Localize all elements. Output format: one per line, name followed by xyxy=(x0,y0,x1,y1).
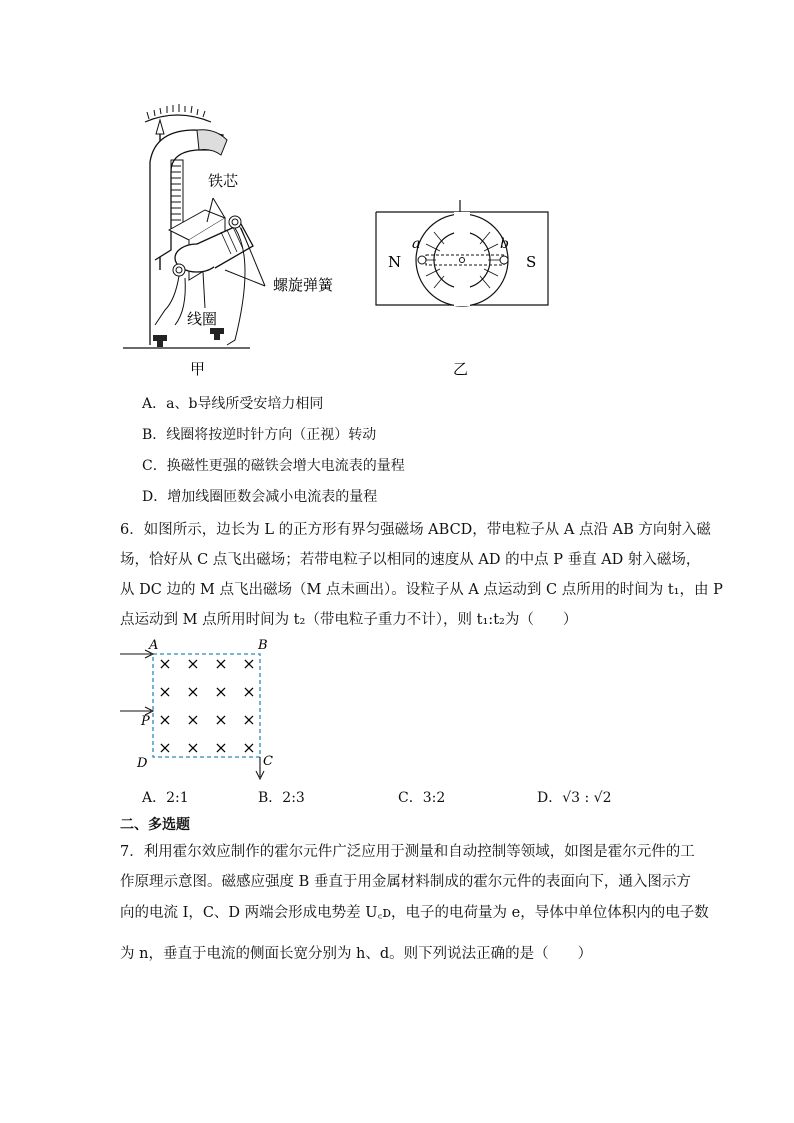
label-n-pole: N xyxy=(388,253,402,271)
q6-figure xyxy=(115,635,285,785)
q7-line-3: 向的电流 I，C、D 两端会形成电势差 U꜀ᴅ，电子的电荷量为 e，导体中单位体积内的电子数 xyxy=(120,905,709,921)
field-cross: × xyxy=(158,710,172,729)
q6-option-a: A．2:1 xyxy=(142,790,189,806)
field-cross: × xyxy=(158,682,172,701)
q7-line-4: 为 n，垂直于电流的侧面长宽分别为 h、d。则下列说法正确的是（ ） xyxy=(120,946,593,962)
q6-line-1: 6．如图所示，边长为 L 的正方形有界匀强磁场 ABCD，带电粒子从 A 点沿 AB 方向射入磁 xyxy=(120,522,711,538)
label-spiral-spring: 螺旋弹簧 xyxy=(273,276,334,294)
q6-line-3: 从 DC 边的 M 点飞出磁场（M 点未画出）。设粒子从 A 点运动到 C 点所用的时间为 t₁，由 P xyxy=(120,582,723,598)
field-cross: × xyxy=(242,738,256,757)
field-cross: × xyxy=(186,710,200,729)
q5-option-b: B．线圈将按逆时针方向（正视）转动 xyxy=(142,427,377,443)
label-iron-core: 铁芯 xyxy=(208,172,239,190)
field-cross: × xyxy=(242,654,256,673)
vertex-b: B xyxy=(258,638,268,653)
q7-line-1: 7．利用霍尔效应制作的霍尔元件广泛应用于测量和自动控制等领域，如图是霍尔元件的工 xyxy=(120,844,695,860)
q5-option-d: D．增加线圈匝数会减小电流表的量程 xyxy=(142,489,378,505)
field-cross: × xyxy=(158,654,172,673)
label-a: a xyxy=(412,236,421,252)
field-cross: × xyxy=(186,682,200,701)
field-cross: × xyxy=(158,738,172,757)
field-cross: × xyxy=(186,738,200,757)
field-cross: × xyxy=(214,682,228,701)
figure-jia xyxy=(115,100,375,385)
field-cross: × xyxy=(242,682,256,701)
q5-option-c: C．换磁性更强的磁铁会增大电流表的量程 xyxy=(142,458,405,474)
q6-option-c: C．3:2 xyxy=(398,790,446,806)
q6-option-d: D．√3 : √2 xyxy=(537,790,612,806)
caption-yi: 乙 xyxy=(453,360,469,378)
label-s-pole: S xyxy=(526,253,537,271)
section-title-multiple-choice: 二、多选题 xyxy=(120,817,190,833)
caption-jia: 甲 xyxy=(190,360,206,378)
field-cross: × xyxy=(214,738,228,757)
field-cross: × xyxy=(186,654,200,673)
q7-line-2: 作原理示意图。磁感应强度 B 垂直于用金属材料制成的霍尔元件的表面向下，通入图示方 xyxy=(120,874,691,890)
point-p: P xyxy=(141,714,150,729)
field-cross: × xyxy=(214,710,228,729)
q6-line-4: 点运动到 M 点所用时间为 t₂（带电粒子重力不计），则 t₁:t₂为（ ） xyxy=(120,612,578,628)
vertex-d: D xyxy=(137,756,148,771)
q6-option-b: B．2:3 xyxy=(258,790,305,806)
field-cross: × xyxy=(214,654,228,673)
vertex-c: C xyxy=(263,754,273,769)
vertex-a: A xyxy=(149,638,159,653)
figure-yi xyxy=(370,200,555,380)
field-cross: × xyxy=(242,710,256,729)
q5-option-a: A．a、b导线所受安培力相同 xyxy=(142,396,324,412)
label-coil: 线圈 xyxy=(187,310,218,328)
q6-line-2: 场，恰好从 C 点飞出磁场；若带电粒子以相同的速度从 AD 的中点 P 垂直 AD 射入磁场， xyxy=(120,552,701,568)
label-b: b xyxy=(500,236,509,252)
